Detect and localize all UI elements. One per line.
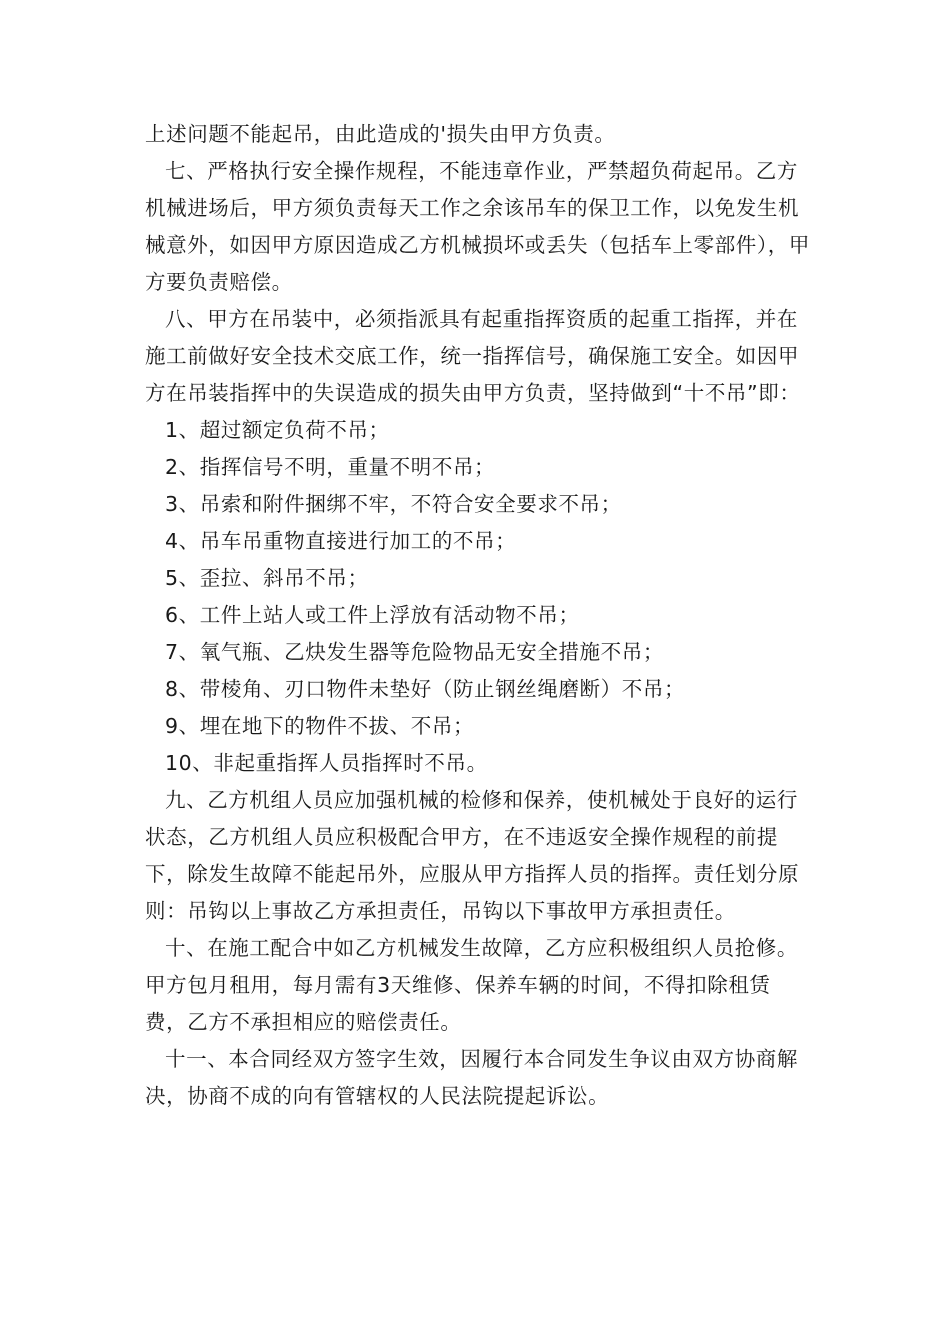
list-item: 8、带棱角、刃口物件未垫好（防止钢丝绳磨断）不吊； [165,677,686,701]
list-item: 7、氧气瓶、乙炔发生器等危险物品无安全措施不吊； [165,640,664,664]
list-item: 9、埋在地下的物件不拔、不吊； [165,714,475,738]
list-item: 5、歪拉、斜吊不吊； [165,566,369,590]
list-item: 10、非起重指挥人员指挥时不吊。 [165,751,488,775]
list-item: 3、吊索和附件捆绑不牢，不符合安全要求不吊； [165,492,622,516]
document-body [145,116,810,1115]
paragraph-clause-11: 十一、本合同经双方签字生效，因履行本合同发生争议由双方协商解决，协商不成的向有管辖权的人民法院提起诉讼。 [145,1047,798,1108]
paragraph-clause-10: 十、在施工配合中如乙方机械发生故障，乙方应积极组织人员抢修。甲方包月租用，每月需有3天维修、保养车辆的时间，不得扣除租赁费，乙方不承担相应的赔偿责任。 [145,936,798,1034]
list-item: 2、指挥信号不明，重量不明不吊； [165,455,496,479]
paragraph-clause-7: 七、严格执行安全操作规程，不能违章作业，严禁超负荷起吊。乙方机械进场后，甲方须负责每天工作之余该吊车的保卫工作，以免发生机械意外，如因甲方原因造成乙方机械损坏或丢失（包括车上零部件），甲方要负责赔偿。 [145,159,810,294]
paragraph-intro: 上述问题不能起吊，由此造成的'损失由甲方负责。 [145,122,616,146]
list-item: 4、吊车吊重物直接进行加工的不吊； [165,529,517,553]
paragraph-clause-8: 八、甲方在吊装中，必须指派具有起重指挥资质的起重工指挥，并在施工前做好安全技术交底工作，统一指挥信号，确保施工安全。如因甲方在吊装指挥中的失误造成的损失由甲方负责，坚持做到“十不吊”即： [145,307,801,405]
list-item: 6、工件上站人或工件上浮放有活动物不吊； [165,603,580,627]
list-item: 1、超过额定负荷不吊； [165,418,390,442]
ten-no-lift-list [145,412,810,782]
paragraph-clause-9: 九、乙方机组人员应加强机械的检修和保养，使机械处于良好的运行状态，乙方机组人员应积极配合甲方，在不违返安全操作规程的前提下，除发生故障不能起吊外，应服从甲方指挥人员的指挥。责任划分原则：吊钩以上事故乙方承担责任，吊钩以下事故甲方承担责任。 [145,788,800,923]
